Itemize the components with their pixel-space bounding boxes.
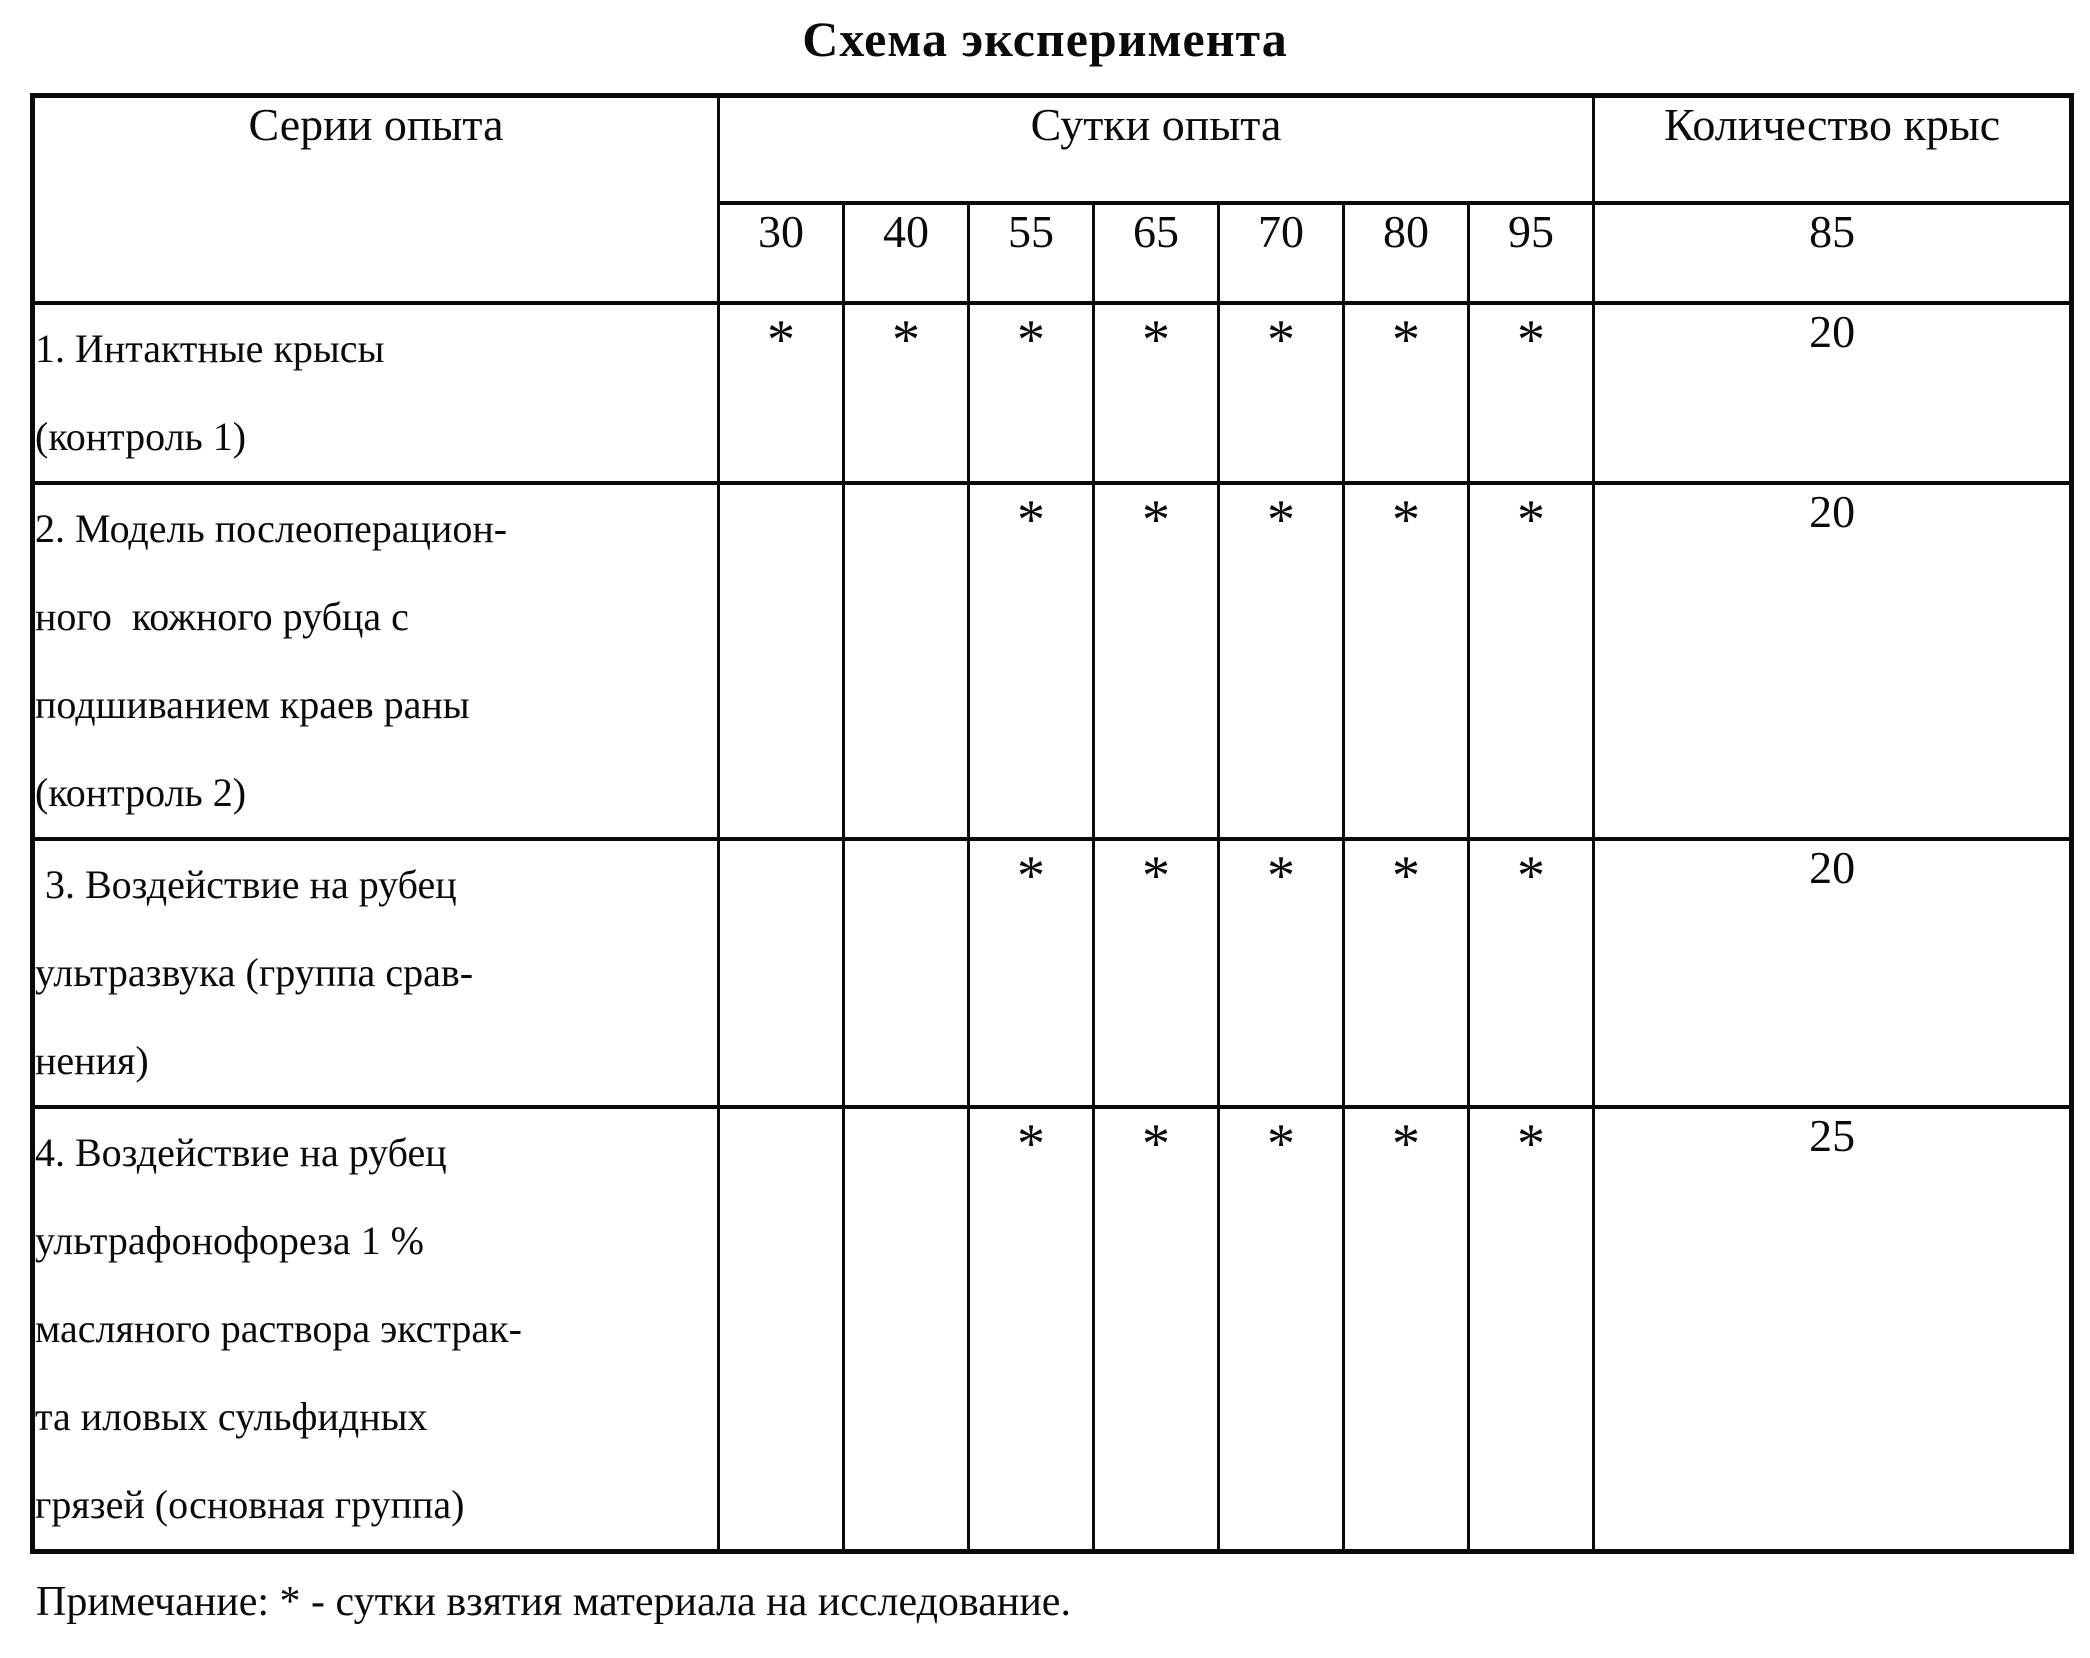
mark-cell: * [1469,303,1594,483]
column-header-days: Сутки опыта [719,96,1594,204]
mark-cell: * [969,303,1094,483]
mark-cell: * [1219,483,1344,839]
column-header-series: Серии опыта [33,96,719,304]
day-header-95: 95 [1469,203,1594,303]
series-label: 2. Модель послеоперацион- ного кожного рубца с подшиванием краев раны (контроль 2) [33,483,719,839]
day-header-65: 65 [1094,203,1219,303]
mark-cell: * [1219,1107,1344,1552]
mark-cell: * [1219,839,1344,1107]
mark-cell [719,483,844,839]
mark-cell: * [1344,303,1469,483]
column-header-rat-count: Количество крыс [1594,96,2072,204]
mark-cell [844,1107,969,1552]
mark-cell: * [1469,1107,1594,1552]
header-row-top [33,96,2072,204]
mark-cell [719,1107,844,1552]
footnote: Примечание: * - сутки взятия материала на исследование. [36,1579,1071,1625]
mark-cell: * [1469,839,1594,1107]
mark-cell [844,483,969,839]
mark-cell: * [1469,483,1594,839]
mark-cell: * [1094,1107,1219,1552]
series-label: 1. Интактные крысы (контроль 1) [33,303,719,483]
mark-cell: * [1219,303,1344,483]
mark-cell: * [969,483,1094,839]
document-title: Схема эксперимента [802,11,1288,67]
day-header-55: 55 [969,203,1094,303]
rat-count-cell: 20 [1594,303,2072,483]
day-header-40: 40 [844,203,969,303]
day-header-30: 30 [719,203,844,303]
mark-cell: * [1344,839,1469,1107]
rat-count-cell: 25 [1594,1107,2072,1552]
table-row-intact-rats [33,303,2072,483]
mark-cell [844,839,969,1107]
experiment-scheme-table [30,93,2074,1554]
mark-cell: * [1344,483,1469,839]
table-row-scar-model [33,483,2072,839]
mark-cell: * [969,839,1094,1107]
rat-count-cell: 20 [1594,483,2072,839]
mark-cell: * [1094,839,1219,1107]
rat-count-cell: 20 [1594,839,2072,1107]
mark-cell: * [844,303,969,483]
series-label: 3. Воздействие на рубец ультразвука (группа срав- нения) [33,839,719,1107]
mark-cell: * [1344,1107,1469,1552]
mark-cell: * [1094,303,1219,483]
table-row-ultraphonophoresis [33,1107,2072,1552]
total-rat-count: 85 [1594,203,2072,303]
mark-cell: * [719,303,844,483]
table-row-ultrasound [33,839,2072,1107]
day-header-80: 80 [1344,203,1469,303]
series-label: 4. Воздействие на рубец ультрафонофореза 1 % масляного раствора экстрак- та иловых сульфидных грязей (основная группа) [33,1107,719,1552]
day-header-70: 70 [1219,203,1344,303]
mark-cell [719,839,844,1107]
mark-cell: * [969,1107,1094,1552]
mark-cell: * [1094,483,1219,839]
